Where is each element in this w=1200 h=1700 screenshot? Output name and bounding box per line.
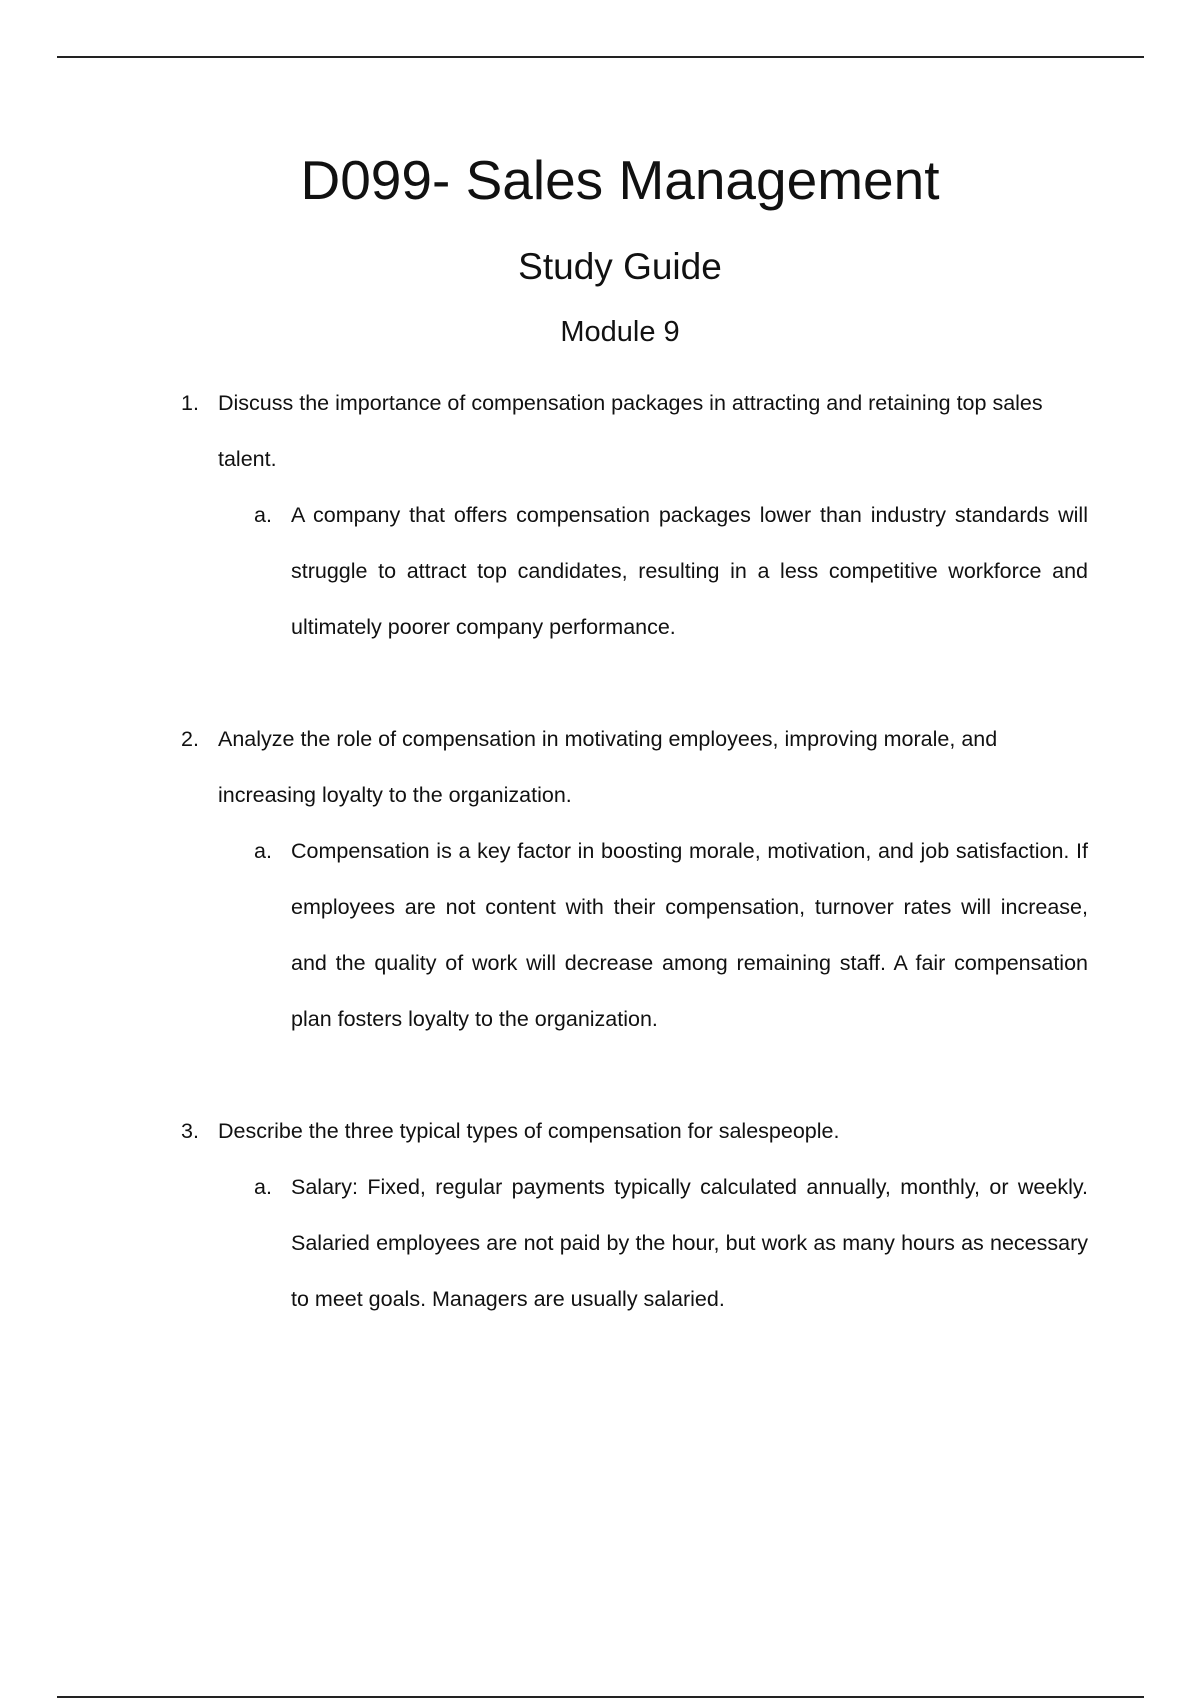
question-item [0, 711, 1088, 1047]
answer-list [218, 487, 1088, 655]
top-rule [57, 56, 1144, 58]
answer-letter: a. [254, 503, 272, 527]
answer-list [218, 823, 1088, 1047]
answer-text: A company that offers compensation packages lower than industry standards will struggle to attract top candidates, resulting in a less competitive workforce and ultimately poorer company performance. [291, 503, 1088, 639]
question-text: Describe the three typical types of compensation for salespeople. [218, 1119, 840, 1143]
question-text: Analyze the role of compensation in motivating employees, improving morale, and increasing loyalty to the organization. [218, 727, 998, 807]
module-label: Module 9 [560, 316, 680, 348]
question-number: 2. [181, 727, 199, 751]
answer-letter: a. [254, 839, 272, 863]
answer-item [218, 1159, 1088, 1327]
question-item [0, 375, 1088, 655]
answer-text: Compensation is a key factor in boosting morale, motivation, and job satisfaction. If employees are not content with their compensation, turnover rates will increase, and the quality of work will decrease among remaining staff. A fair compensation plan fosters loyalty to the organization. [291, 839, 1088, 1031]
answer-item [218, 823, 1088, 1047]
question-text: Discuss the importance of compensation packages in attracting and retaining top sales talent. [218, 391, 1043, 471]
answer-letter: a. [254, 1175, 272, 1199]
question-number: 3. [181, 1119, 199, 1143]
document-title: D099- Sales Management [300, 149, 940, 211]
question-number: 1. [181, 391, 199, 415]
answer-item [218, 487, 1088, 655]
bottom-rule [57, 1696, 1144, 1698]
answer-list [218, 1159, 1088, 1327]
answer-text: Salary: Fixed, regular payments typically calculated annually, monthly, or weekly. Salaried employees are not paid by the hour, but work as many hours as necessary to meet goals. Managers are usually salaried. [291, 1175, 1088, 1311]
question-list [0, 375, 1200, 1383]
document-subtitle: Study Guide [518, 246, 722, 287]
question-item [0, 1103, 1088, 1327]
